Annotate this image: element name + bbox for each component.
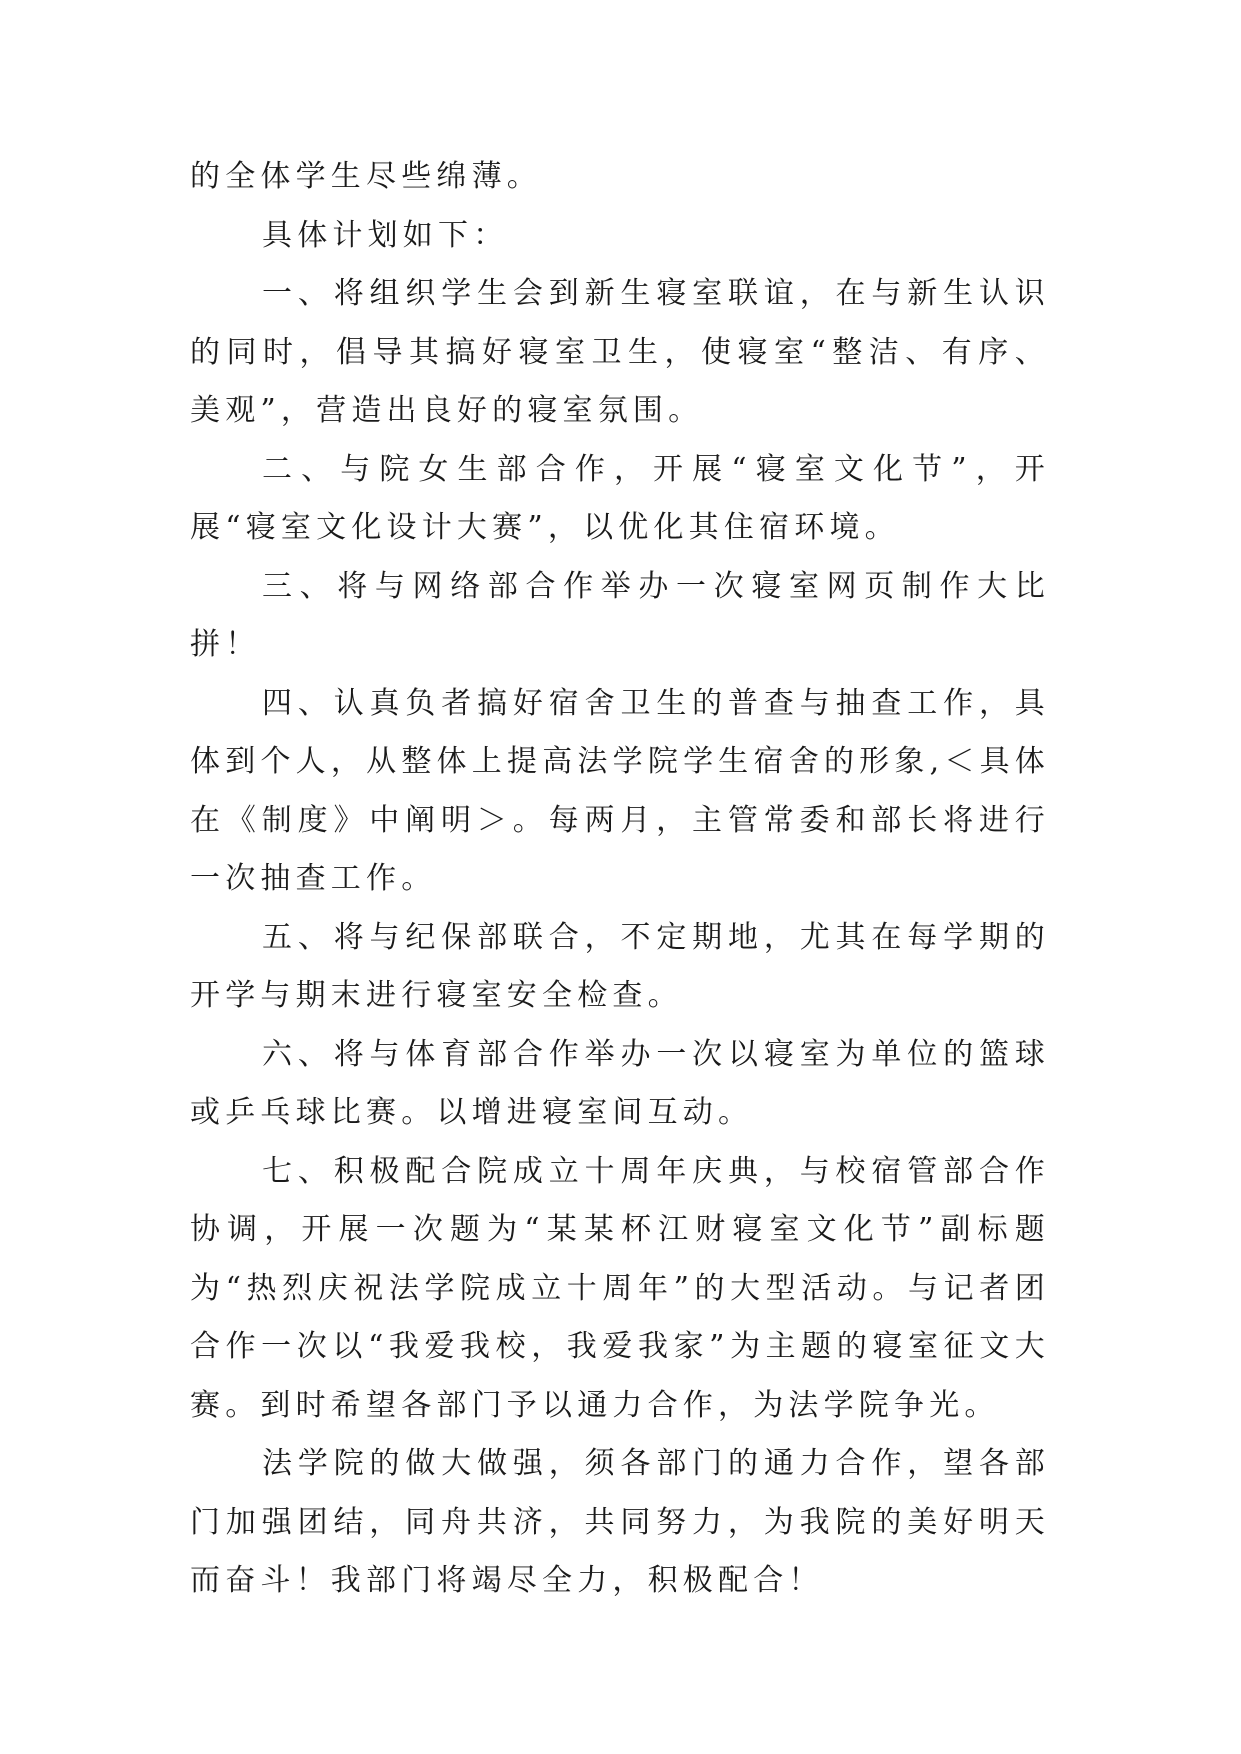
document-body	[190, 148, 1050, 1611]
paragraph-plan-intro: 具体计划如下：	[262, 217, 509, 253]
paragraph-item-4: 四、认真负者搞好宿舍卫生的普查与抽查工作，具体到个人，从整体上提高法学院学生宿舍的形象,＜具体在《制度》中阐明＞。每两月，主管常委和部长将进行一次抽查工作。	[190, 685, 1050, 896]
paragraph-item-3: 三、将与网络部合作举办一次寝室网页制作大比拼！	[190, 568, 1050, 662]
paragraph-item-2: 二、与院女生部合作，开展“寝室文化节”，开展“寝室文化设计大赛”，以优化其住宿环境。	[190, 451, 1050, 545]
paragraph-item-7: 七、积极配合院成立十周年庆典，与校宿管部合作协调，开展一次题为“某某杯江财寝室文化节”副标题为“热烈庆祝法学院成立十周年”的大型活动。与记者团合作一次以“我爱我校，我爱我家”为主题的寝室征文大赛。到时希望各部门予以通力合作，为法学院争光。	[190, 1153, 1050, 1423]
paragraph-item-5: 五、将与纪保部联合，不定期地，尤其在每学期的开学与期末进行寝室安全检查。	[190, 919, 1050, 1013]
paragraph-item-6: 六、将与体育部合作举办一次以寝室为单位的篮球或乒乓球比赛。以增进寝室间互动。	[190, 1036, 1050, 1130]
paragraph-closing: 法学院的做大做强，须各部门的通力合作，望各部门加强团结，同舟共济，共同努力，为我院的美好明天而奋斗！我部门将竭尽全力，积极配合！	[190, 1446, 1050, 1598]
paragraph-item-1: 一、将组织学生会到新生寝室联谊，在与新生认识的同时，倡导其搞好寝室卫生，使寝室“整洁、有序、美观”，营造出良好的寝室氛围。	[190, 276, 1050, 428]
paragraph-continuation: 的全体学生尽些绵薄。	[190, 159, 542, 194]
